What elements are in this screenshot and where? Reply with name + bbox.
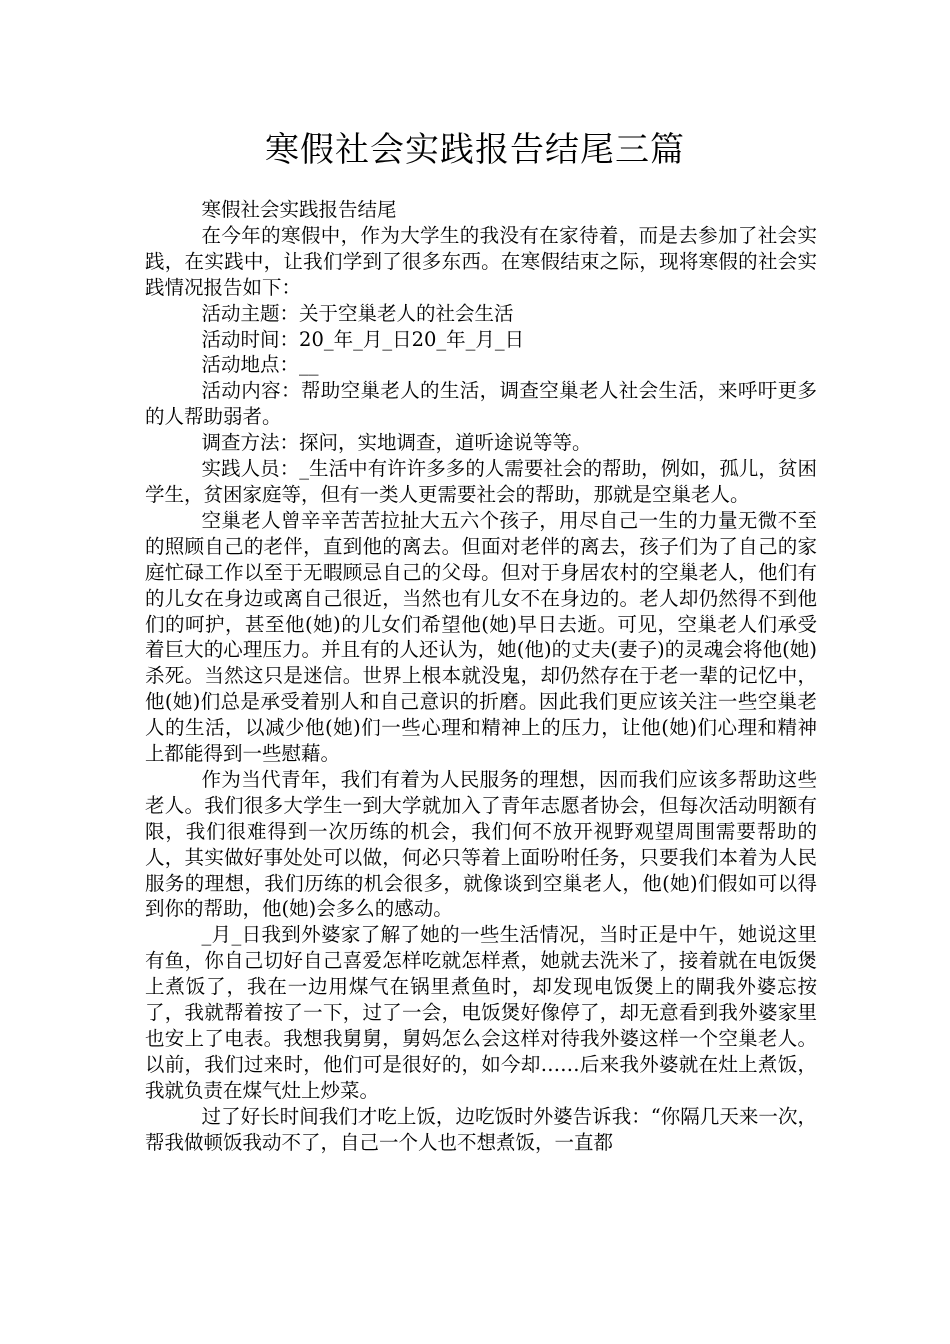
paragraph-grandmother-visit: _月_日我到外婆家了解了她的一些生活情况，当时正是中午，她说这里有鱼，你自己切好自己喜爱怎样吃就怎样煮，她就去洗米了，接着就在电饭煲上煮饭了，我在一边用煤气在锅里煮鱼时，却发现电饭煲上的閘我外婆忘按了，我就帮着按了一下，过了一会，电饭煲好像停了，却无意看到我外婆家里也安上了电表。我想我舅舅，舅妈怎么会这样对待我外婆这样一个空巢老人。以前，我们过来时，他们可是很好的，如今却……后来我外婆就在灶上煮饭，我就负责在煤气灶上炒菜。 [145,923,817,1102]
document-title: 寒假社会实践报告结尾三篇 [265,130,685,170]
paragraph-activity-time: 活动时间：20_年_月_日20_年_月_日 [201,327,525,351]
paragraph-activity-theme: 活动主题：关于空巢老人的社会生活 [201,301,514,325]
paragraph-youth-responsibility: 作为当代青年，我们有着为人民服务的理想，因而我们应该多帮助这些老人。我们很多大学生一到大学就加入了青年志愿者协会，但每次活动明额有限，我们很难得到一次历练的机会，我们何不放开视野观望周围需要帮助的人，其实做好事处处可以做，何必只等着上面吩咐任务，只要我们本着为人民服务的理想，我们历练的机会很多，就像谈到空巢老人，他(她)们假如可以得到你的帮助，他(她)会多么的感动。 [145,767,817,921]
paragraph-meal: 过了好长时间我们才吃上饭，边吃饭时外婆告诉我：“你隔几天来一次，帮我做顿饭我动不了，自己一个人也不想煮饭，一直都 [145,1104,817,1154]
paragraph-activity-location: 活动地点：__ [201,353,319,377]
paragraph-empty-nest-elderly: 空巢老人曾辛辛苦苦拉扯大五六个孩子，用尽自己一生的力量无微不至的照顾自己的老伴，直到他的离去。但面对老伴的离去，孩子们为了自己的家庭忙碌工作以至于无暇顾忌自己的父母。但对于身居农村的空巢老人，他们有的儿女在身边或离自己很近，当然也有儿女不在身边的。老人却仍然得不到他们的呵护，甚至他(她)的儿女们希望他(她)早日去逝。可见，空巢老人们承受着巨大的心理压力。并且有的人还认为，她(他)的丈夫(妻子)的灵魂会将他(她)杀死。当然这只是迷信。世界上根本就没鬼，却仍然存在于老一辈的记忆中，他(她)们总是承受着别人和自己意识的折磨。因此我们更应该关注一些空巢老人的生活，以减少他(她)们一些心理和精神上的压力，让他(她)们心理和精神上都能得到一些慰藉。 [145,508,817,766]
paragraph-participants: 实践人员：_生活中有许许多多的人需要社会的帮助，例如，孤儿，贫困学生，贫困家庭等，但有一类人更需要社会的帮助，那就是空巢老人。 [145,457,817,506]
paragraph-subtitle: 寒假社会实践报告结尾 [201,198,397,221]
paragraph-activity-content: 活动内容：帮助空巢老人的生活，调查空巢老人社会生活，来呼吁更多的人帮助弱者。 [145,379,817,429]
paragraph-intro: 在今年的寒假中，作为大学生的我没有在家待着，而是去参加了社会实践，在实践中，让我们学到了很多东西。在寒假结束之际，现将寒假的社会实践情况报告如下： [145,223,817,299]
paragraph-survey-method: 调查方法：探问，实地调查，道听途说等等。 [201,431,592,455]
document-body [145,197,817,1156]
